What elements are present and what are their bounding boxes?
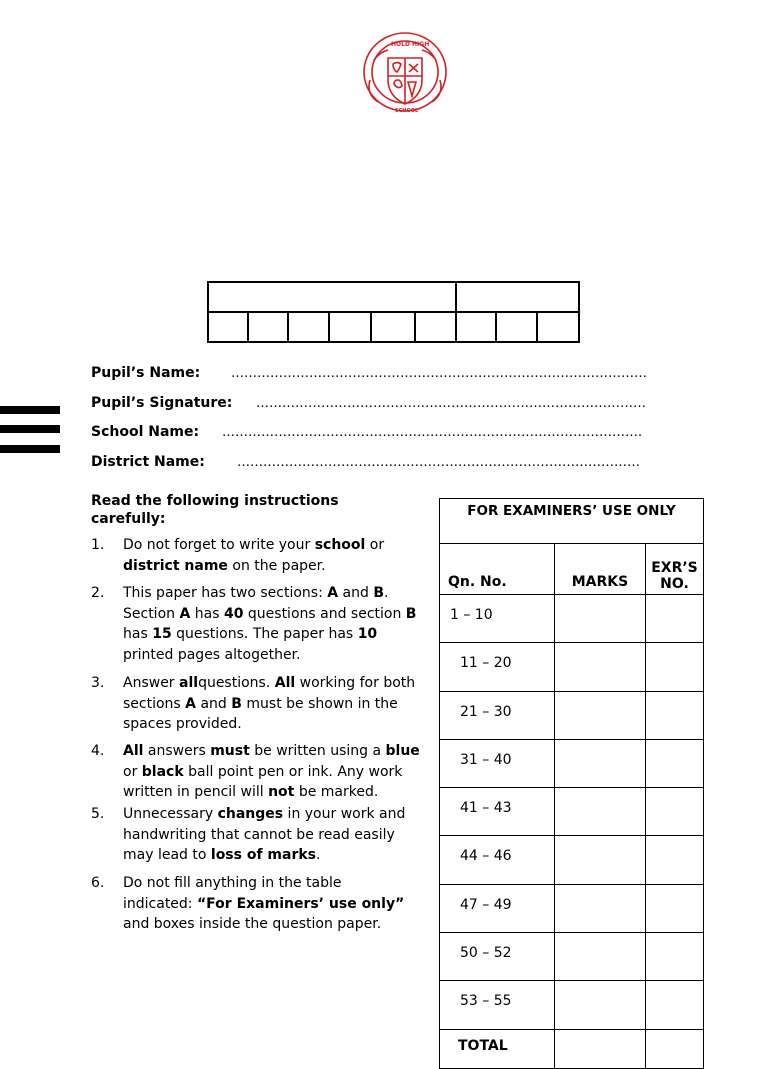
pupil-signature-field[interactable]: ………………………………………………………………………………: [256, 396, 646, 411]
instruction-number: 5.: [91, 806, 105, 822]
examiner-number-cell: [646, 595, 704, 643]
marks-cell: [555, 643, 646, 691]
instruction-text: All answers must be written using a blue or black ball point pen or ink. Any work written in pencil will not be marked.: [123, 743, 420, 800]
examiner-number-cell: [646, 981, 704, 1029]
score-row: [440, 739, 704, 787]
question-range: 11 – 20: [440, 643, 555, 691]
score-row: [440, 981, 704, 1029]
marks-cell: [555, 739, 646, 787]
marks-cell: [555, 884, 646, 932]
index-number-box[interactable]: [207, 281, 580, 343]
score-row: [440, 884, 704, 932]
score-row: [440, 836, 704, 884]
marks-cell: [555, 933, 646, 981]
score-row: [440, 788, 704, 836]
pupil-name-field[interactable]: ……………………………………………………………………………………: [231, 366, 647, 381]
score-row: [440, 691, 704, 739]
marks-cell: [555, 691, 646, 739]
pupil-name-label: Pupil’s Name:: [91, 365, 201, 381]
instruction-number: 2.: [91, 585, 105, 601]
marks-cell: [555, 788, 646, 836]
score-row: [440, 595, 704, 643]
marks-cell: [555, 981, 646, 1029]
instruction-text: Do not fill anything in the table indicated: “For Examiners’ use only” and boxes inside the question paper.: [123, 875, 405, 932]
school-crest-logo: [360, 30, 450, 114]
instructions-title: Read the following instructions carefully:: [91, 493, 339, 527]
question-range: 47 – 49: [440, 884, 555, 932]
margin-bar: [0, 406, 60, 414]
crest-motto-bottom: SCHOOL: [395, 108, 419, 114]
pupil-signature-label: Pupil’s Signature:: [91, 395, 233, 411]
examiners-table-title: FOR EXAMINERS’ USE ONLY: [440, 499, 704, 544]
score-row: [440, 643, 704, 691]
examiner-number-cell: [646, 788, 704, 836]
margin-bar: [0, 425, 60, 433]
column-header-examiner-number: EXR’S NO.: [646, 544, 704, 595]
question-range: 31 – 40: [440, 739, 555, 787]
examiner-number-cell: [646, 643, 704, 691]
total-label: TOTAL: [440, 1029, 555, 1068]
instruction-number: 3.: [91, 675, 105, 691]
question-range: 1 – 10: [440, 595, 555, 643]
instruction-text: Unnecessary changes in your work and handwriting that cannot be read easily may lead to loss of marks.: [123, 806, 406, 863]
examiner-number-cell: [646, 691, 704, 739]
column-header-question-number: Qn. No.: [440, 544, 555, 595]
instruction-number: 1.: [91, 537, 105, 553]
crest-motto-top: HOLD HIGH: [391, 41, 430, 48]
marks-cell: [555, 836, 646, 884]
total-marks-cell: [555, 1029, 646, 1068]
total-examiner-cell: [646, 1029, 704, 1068]
instruction-number: 4.: [91, 743, 105, 759]
examiner-number-cell: [646, 739, 704, 787]
score-row: [440, 933, 704, 981]
instruction-text: This paper has two sections: A and B. Section A has 40 questions and section B has 15 questions. The paper has 10 printed pages altogether.: [123, 585, 417, 663]
examiner-number-cell: [646, 836, 704, 884]
marks-cell: [555, 595, 646, 643]
instruction-number: 6.: [91, 875, 105, 891]
column-header-marks: MARKS: [555, 544, 646, 595]
question-range: 21 – 30: [440, 691, 555, 739]
question-range: 41 – 43: [440, 788, 555, 836]
instruction-text: Do not forget to write your school or district name on the paper.: [123, 537, 385, 574]
examiner-number-cell: [646, 933, 704, 981]
margin-bar: [0, 445, 60, 453]
district-name-field[interactable]: …………………………………………………………………………………: [237, 455, 640, 470]
question-range: 50 – 52: [440, 933, 555, 981]
instruction-text: Answer allquestions. All working for both sections A and B must be shown in the spaces provided.: [123, 675, 416, 732]
examiner-number-cell: [646, 884, 704, 932]
examiners-table: [439, 498, 704, 1069]
district-name-label: District Name:: [91, 454, 205, 470]
question-range: 53 – 55: [440, 981, 555, 1029]
school-name-field[interactable]: …………………………………………………………………………………….: [222, 425, 643, 440]
question-range: 44 – 46: [440, 836, 555, 884]
school-name-label: School Name:: [91, 424, 200, 440]
